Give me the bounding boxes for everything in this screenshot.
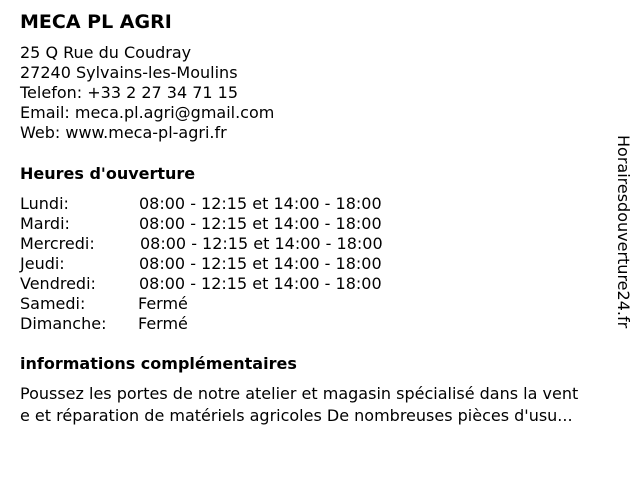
info-line-1: Poussez les portes de notre atelier et magasin spécialisé dans la vent xyxy=(20,384,579,403)
time-range: 08:00 - 12:15 et 14:00 - 18:00 xyxy=(139,194,382,213)
time-range: 08:00 - 12:15 et 14:00 - 18:00 xyxy=(140,234,383,253)
address-city: 27240 Sylvains-les-Moulins xyxy=(20,63,238,82)
time-range: 08:00 - 12:15 et 14:00 - 18:00 xyxy=(139,254,382,273)
day-label: Jeudi: xyxy=(20,254,65,273)
info-description xyxy=(20,383,620,427)
hours-heading: Heures d'ouverture xyxy=(20,164,196,183)
day-label: Dimanche: xyxy=(20,314,107,333)
info-heading: informations complémentaires xyxy=(20,354,297,373)
contact-block xyxy=(20,43,274,143)
info-line-2: e et réparation de matériels agricoles De nombreuses pièces d'usu... xyxy=(20,406,573,425)
site-watermark: Horairesdouverture24.fr xyxy=(614,135,633,329)
website-url: Web: www.meca-pl-agri.fr xyxy=(20,123,227,142)
time-range: 08:00 - 12:15 et 14:00 - 18:00 xyxy=(139,274,382,293)
day-label: Lundi: xyxy=(20,194,69,213)
business-name: MECA PL AGRI xyxy=(20,11,172,33)
time-range: Fermé xyxy=(138,294,188,313)
day-label: Mardi: xyxy=(20,214,70,233)
phone-number: Telefon: +33 2 27 34 71 15 xyxy=(20,83,239,102)
address-street: 25 Q Rue du Coudray xyxy=(20,43,192,62)
day-label: Vendredi: xyxy=(20,274,96,293)
day-label: Mercredi: xyxy=(20,234,95,253)
time-range: Fermé xyxy=(138,314,188,333)
time-range: 08:00 - 12:15 et 14:00 - 18:00 xyxy=(139,214,382,233)
day-label: Samedi: xyxy=(20,294,86,313)
email-address: Email: meca.pl.agri@gmail.com xyxy=(20,103,275,122)
